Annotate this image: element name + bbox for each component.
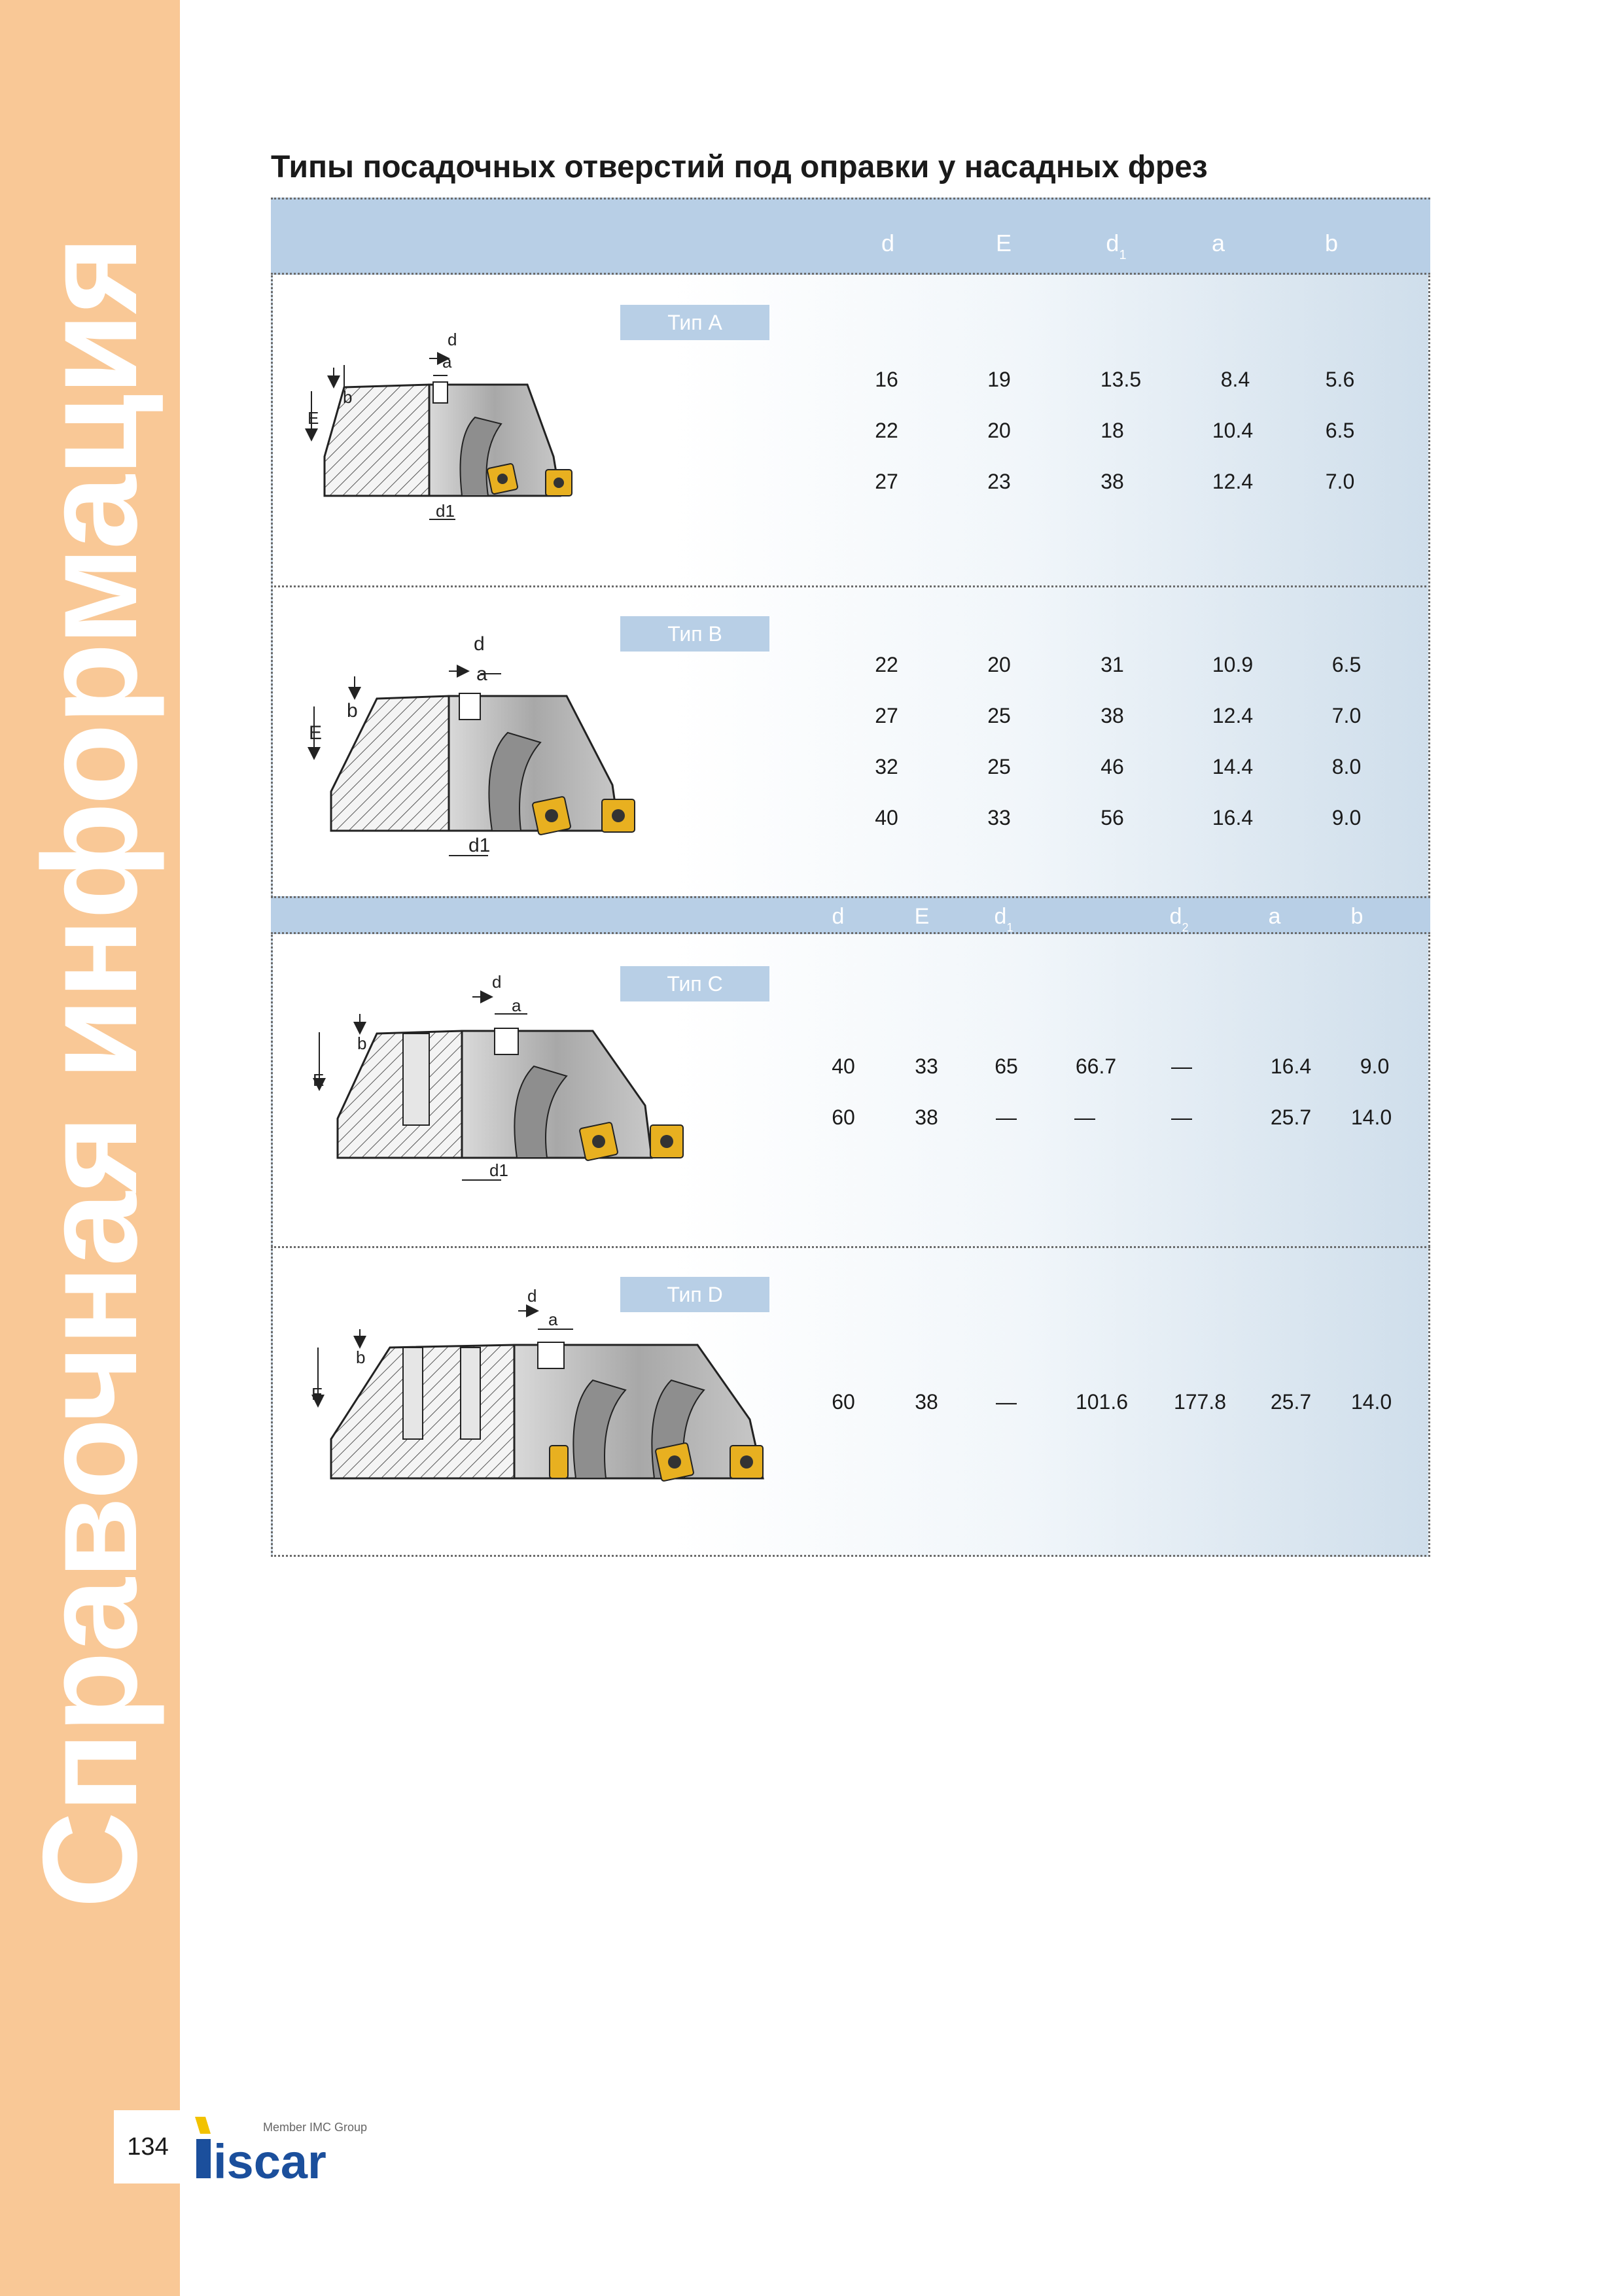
dim-d-label: d (492, 972, 502, 992)
cell-d1: 65 (995, 1054, 1018, 1078)
cell-b: 14.0 (1350, 1105, 1392, 1129)
cell-d2: 177.8 (1173, 1390, 1227, 1414)
header-col-e: E (995, 230, 1012, 256)
iscar-logo (190, 2110, 399, 2189)
cell-d1: 13.5 (1100, 368, 1142, 391)
cell-a: 10.9 (1212, 653, 1254, 676)
cell-a: 12.4 (1212, 704, 1254, 727)
cell-d1: 31 (1101, 653, 1124, 676)
cell-b: 14.0 (1350, 1390, 1392, 1414)
cell-a: 16.4 (1212, 806, 1254, 829)
header-col-a: a (1211, 230, 1225, 256)
cell-d: 40 (875, 806, 898, 829)
dim-b-label: b (343, 387, 353, 407)
dim-b-label: b (357, 1034, 367, 1053)
cell-d: 40 (832, 1054, 855, 1078)
cell-d1: 56 (1101, 806, 1124, 829)
dim-a-label: a (548, 1310, 558, 1329)
dim-e-label: E (313, 1070, 325, 1090)
cell-a: 25.7 (1270, 1390, 1312, 1414)
row-separator (271, 585, 1430, 587)
cell-d1-alt: 101.6 (1075, 1390, 1129, 1414)
cell-d1-alt: — (1074, 1105, 1095, 1129)
cell-d1-alt: 66.7 (1075, 1054, 1117, 1078)
cell-d: 32 (875, 755, 898, 778)
dim-d1-label: d1 (436, 501, 455, 521)
cell-d1: 46 (1101, 755, 1124, 778)
cell-e: 38 (915, 1390, 938, 1414)
cutter-drawing-type-a (305, 326, 593, 529)
cell-e: 20 (987, 653, 1011, 676)
cell-a: 8.4 (1220, 368, 1250, 391)
header2-col-a: a (1268, 904, 1281, 929)
cell-d1: — (996, 1390, 1017, 1414)
table-header-bottom (271, 896, 1430, 934)
cell-d: 60 (832, 1105, 855, 1129)
cell-e: 33 (915, 1054, 938, 1078)
type-d-label: Тип D (620, 1277, 769, 1312)
cutter-drawing-type-c (305, 968, 697, 1191)
cell-b: 6.5 (1325, 419, 1355, 442)
cell-d2: — (1171, 1054, 1192, 1078)
cell-b: 7.0 (1331, 704, 1362, 727)
cell-b: 5.6 (1325, 368, 1355, 391)
header-col-b: b (1324, 230, 1339, 256)
dim-a-label: a (476, 663, 487, 685)
dim-d-label: d (474, 633, 485, 655)
cell-a: 16.4 (1270, 1054, 1312, 1078)
dim-b-label: b (347, 700, 358, 722)
dim-e-label: E (309, 722, 323, 744)
header2-col-e: E (914, 904, 930, 929)
cell-e: 25 (987, 755, 1011, 778)
cell-d1: — (996, 1105, 1017, 1129)
cell-d1: 18 (1101, 419, 1124, 442)
header2-col-d1: $d_1$ (994, 904, 1013, 934)
page-number: 134 (114, 2110, 182, 2183)
dim-a-label: a (442, 352, 452, 372)
cell-a: 14.4 (1212, 755, 1254, 778)
dim-e-label: E (308, 408, 319, 428)
cell-e: 19 (987, 368, 1011, 391)
cutter-drawing-type-b (305, 628, 658, 877)
page-title: Типы посадочных отверстий под оправки у насадных фрез (271, 150, 1208, 184)
header-col-d: d (881, 230, 895, 256)
cell-d2: — (1171, 1105, 1192, 1129)
row-separator (271, 1246, 1430, 1248)
dim-d-label: d (448, 330, 457, 349)
cell-e: 25 (987, 704, 1011, 727)
cell-d: 16 (875, 368, 898, 391)
dim-e-label: E (311, 1384, 323, 1404)
logo-tagline: Member IMC Group (263, 2121, 368, 2134)
cell-d: 27 (875, 704, 898, 727)
cell-e: 33 (987, 806, 1011, 829)
cutter-drawing-type-d (305, 1282, 783, 1498)
cell-b: 9.0 (1360, 1054, 1390, 1078)
type-a-label: Тип A (620, 305, 769, 340)
cell-e: 38 (915, 1105, 938, 1129)
cell-b: 7.0 (1325, 470, 1355, 493)
cell-d: 22 (875, 419, 898, 442)
dim-d1-label: d1 (489, 1160, 508, 1180)
dim-d1-label: d1 (468, 835, 491, 856)
cell-a: 10.4 (1212, 419, 1254, 442)
cell-a: 25.7 (1270, 1105, 1312, 1129)
header-col-d1: $d_1$ (1106, 230, 1127, 263)
dim-d-label: d (527, 1286, 537, 1306)
logo-brand: iscar (213, 2134, 326, 2189)
type-b-label: Тип B (620, 616, 769, 652)
table-header-top (271, 198, 1430, 275)
cell-d1: 38 (1101, 704, 1124, 727)
cell-d: 60 (832, 1390, 855, 1414)
dim-a-label: a (512, 996, 521, 1015)
cell-b: 9.0 (1331, 806, 1362, 829)
header2-col-b: b (1350, 904, 1364, 929)
cell-e: 20 (987, 419, 1011, 442)
side-title-text: Справочная информация (14, 237, 165, 1909)
cell-b: 8.0 (1331, 755, 1362, 778)
cell-e: 23 (987, 470, 1011, 493)
cell-d: 22 (875, 653, 898, 676)
cell-d1: 38 (1101, 470, 1124, 493)
header2-col-d: d (832, 904, 845, 929)
cell-a: 12.4 (1212, 470, 1254, 493)
side-title (0, 0, 180, 2296)
type-c-label: Тип C (620, 966, 769, 1001)
cell-b: 6.5 (1331, 653, 1362, 676)
cell-d: 27 (875, 470, 898, 493)
dim-b-label: b (356, 1348, 366, 1367)
header2-col-d2: $d_2$ (1169, 904, 1189, 934)
